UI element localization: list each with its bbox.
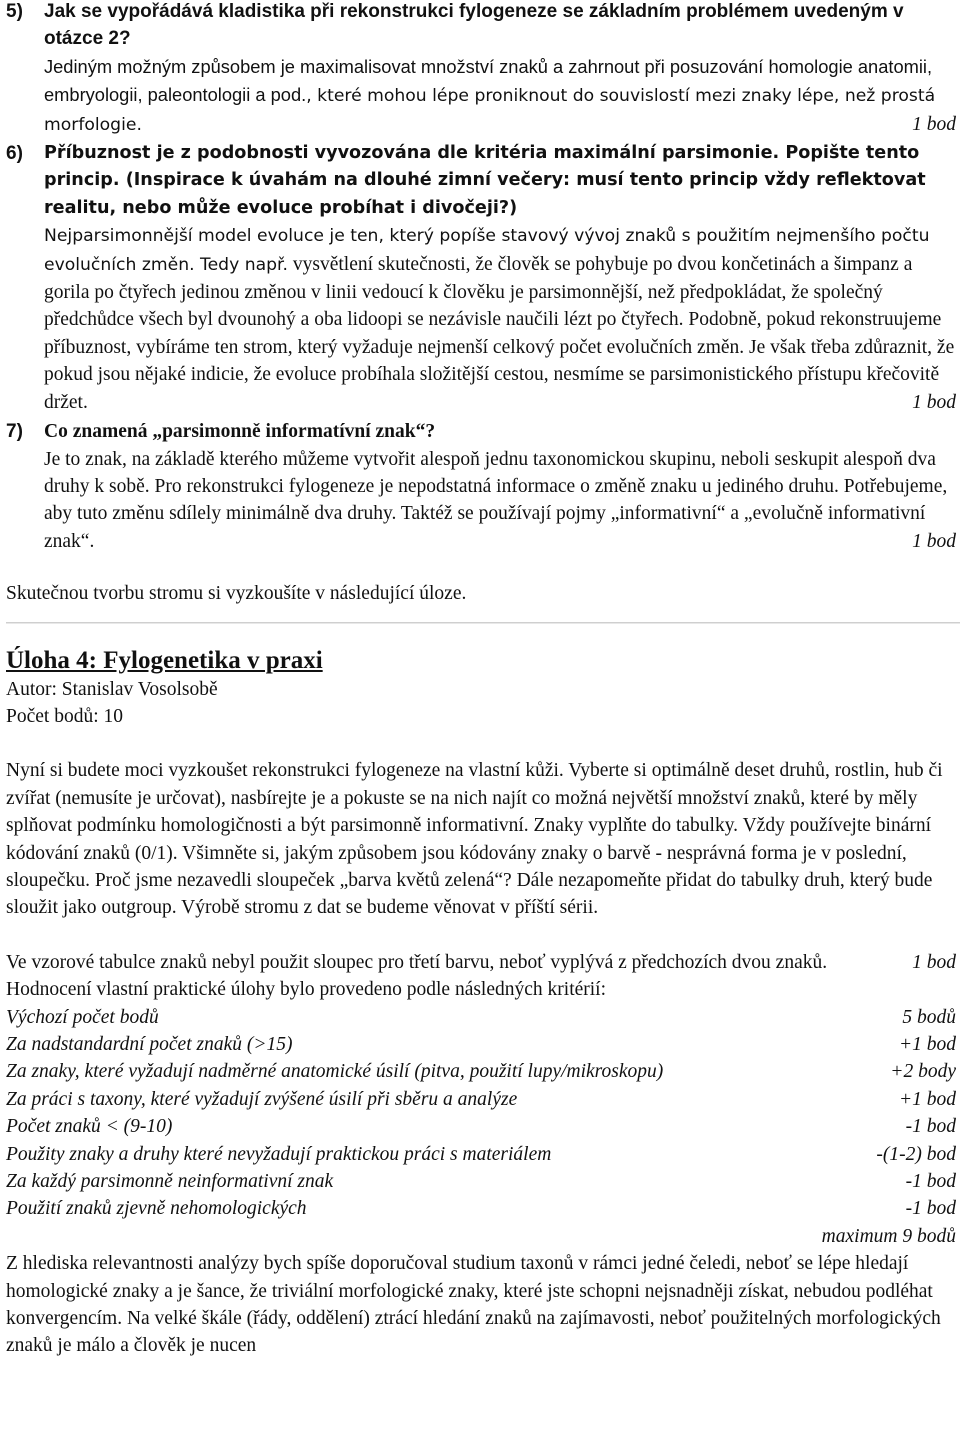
criteria-label: Za práci s taxony, které vyžadují zvýšené úsilí při sběru a analýze <box>6 1088 518 1110</box>
question-6 <box>6 140 956 416</box>
closing-sentence: Skutečnou tvorbu stromu si vyzkoušíte v následující úloze. <box>6 583 467 605</box>
criteria-row <box>6 1168 956 1195</box>
criteria-label: Za nadstandardní počet znaků (>15) <box>6 1034 293 1055</box>
criteria-value: +2 body <box>890 1061 956 1083</box>
criteria-label: Výchozí počet bodů <box>6 1006 159 1028</box>
task-points: Počet bodů: 10 <box>6 705 123 727</box>
answer-part-b: , které mohou lépe proniknout do souvislostí mezi znaky lépe, než prostá morfologie. <box>44 86 936 135</box>
criteria-row <box>6 1086 956 1113</box>
question-number: 6) <box>6 143 23 165</box>
criteria-value: -(1-2) bod <box>876 1143 956 1165</box>
question-title-task: Popište tento princip. <box>44 143 920 191</box>
criteria-row <box>6 1141 956 1168</box>
answer-text <box>44 446 956 556</box>
question-title-main: Příbuznost je z podobnosti vyvozována dle kritéria maximální parsimonie. <box>44 143 780 164</box>
criteria-row <box>6 1031 956 1058</box>
points-label: 1 bod <box>912 391 956 413</box>
criteria-row <box>6 1195 956 1222</box>
criteria-label: Za znaky, které vyžadují nadměrné anatomické úsilí (pitva, použití lupy/mikroskopu) <box>6 1061 664 1083</box>
criteria-value: +1 bod <box>898 1088 956 1110</box>
criteria-row <box>6 1113 956 1140</box>
criteria-value: +1 bod <box>898 1034 956 1055</box>
criteria-label: Použity znaky a druhy které nevyžadují praktickou práci s materiálem <box>6 1143 552 1165</box>
task-note-text: Ve vzorové tabulce znaků nebyl použit sloupec pro třetí barvu, neboť vyplývá z předchozích dvou znaků. <box>6 951 828 973</box>
task-final-paragraph: Z hlediska relevantnosti analýzy bych spíše doporučoval studium taxonů v rámci jedné čeledi, neboť se lépe hledají homologické znaky a je šance, že triviální morfologické znaky, které jste schopni nejsnadněji získat, nebudou podléhat konvergencím. Na velké škále (řády, oddělení) ztrácí hledání znaků na zajímavosti, neboť použitelných morfologických znaků je málo a člověk je nucen <box>6 1253 941 1357</box>
question-number: 7) <box>6 421 23 443</box>
task-note <box>6 949 956 976</box>
points-label: 1 bod <box>912 951 956 973</box>
question-title-inspiration: (Inspirace k úvahám na dlouhé zimní večery: musí tento princip vždy reflektovat realitu, nebo může evoluce probíhat i divočeji?) <box>44 170 926 218</box>
points-label: 1 bod <box>912 530 956 552</box>
answer-part-a: Jediným možným způsobem je maximalisovat množství znaků a zahrnout při posuzování homologie anatomii, embryologii, paleontologii a pod. <box>44 55 933 106</box>
question-title: Co znamená „parsimonně informatívní znak“? <box>44 421 436 443</box>
answer-body: Je to znak, na základě kterého můžeme vytvořit alespoň jednu taxonomickou skupinu, neboli seskupit alespoň dva druhy k sobě. Pro rekonstrukci fylogeneze je nepodstatná informace o změně znaku u jediného druhu. Potřebujeme, aby tuto změnu sdílely minimálně dva druhy. Taktéž se používají pojmy „informativní“ a „evolučně informativní znak“. <box>44 448 948 552</box>
answer-text <box>44 222 956 416</box>
points-label: 1 bod <box>912 113 956 135</box>
criteria-value: -1 bod <box>905 1198 956 1220</box>
task-title: Úloha 4: Fylogenetika v praxi <box>6 646 323 674</box>
criteria-intro: Hodnocení vlastní praktické úlohy bylo provedeno podle následných kritérií: <box>6 979 607 1001</box>
criteria-label: Počet znaků < (9-10) <box>6 1116 173 1138</box>
criteria-list <box>6 1004 956 1223</box>
criteria-value: 5 bodů <box>902 1006 956 1028</box>
criteria-row <box>6 1004 956 1031</box>
task-intro: Nyní si budete moci vyzkoušet rekonstrukci fylogeneze na vlastní kůži. Vyberte si optimálně deset druhů, rostlin, hub či zvířat (nemusíte je určovat), nasbírejte je a pokuste se na nich najít co možná největší množství znaků, které by měly splňovat podmínku homologičnosti a být parsimonně informativní. Znaky vyplňte do tabulky. Vždy používejte binární kódování znaků (0/1). Všimněte si, jakým způsobem jsou kódovány znaky o barvě - nesprávná forma je v poslední, sloupečku. Proč jsme nezavedli sloupeček „barva květů zelená“? Dále nezapomeňte přidat do tabulky druh, který bude sloužit jako outgroup. Výrobě stromu z dat se budeme věnovat v příští sérii. <box>6 760 943 919</box>
section-divider <box>6 622 960 624</box>
criteria-maximum: maximum 9 bodů <box>821 1225 956 1247</box>
question-title <box>44 140 956 222</box>
criteria-value: -1 bod <box>905 1116 956 1138</box>
question-7 <box>6 418 956 555</box>
criteria-label: Použití znaků zjevně nehomologických <box>6 1198 307 1220</box>
answer-part-b: vysvětlení skutečnosti, že člověk se pohybuje po dvou končetinách a šimpanz a gorila po čtyřech jedinou změnou v linii vedoucí k člověku je parsimonnější, než předpokládat, že společný předchůdce všech byl dvounohý a oba lidoopi se nezávisle naučili lézt po čtyřech. Podobně, pokud rekonstruujeme příbuznost, vybíráme ten strom, který vyžaduje nejmenší celkový počet evolučních změn. Je však třeba zdůraznit, že pokud jsou nějaké indicie, že evoluce probíhala složitější cestou, nesmíme se parsimonistického přístupu křečovitě držet. <box>44 253 955 413</box>
answer-part-a: Nejparsimonnější model evoluce je ten, který popíše stavový vývoj znaků s použitím nejmenšího počtu evolučních změn. Tedy např. <box>44 226 930 275</box>
task-author: Autor: Stanislav Vosolsobě <box>6 678 218 700</box>
question-5 <box>6 0 956 139</box>
answer-text <box>44 53 956 139</box>
criteria-label: Za každý parsimonně neinformativní znak <box>6 1171 334 1193</box>
criteria-row <box>6 1058 956 1085</box>
question-title: Jak se vypořádává kladistika při rekonstrukci fylogeneze se základním problémem uvedeným v otázce 2? <box>44 1 904 50</box>
question-number: 5) <box>6 1 23 22</box>
criteria-value: -1 bod <box>905 1171 956 1193</box>
